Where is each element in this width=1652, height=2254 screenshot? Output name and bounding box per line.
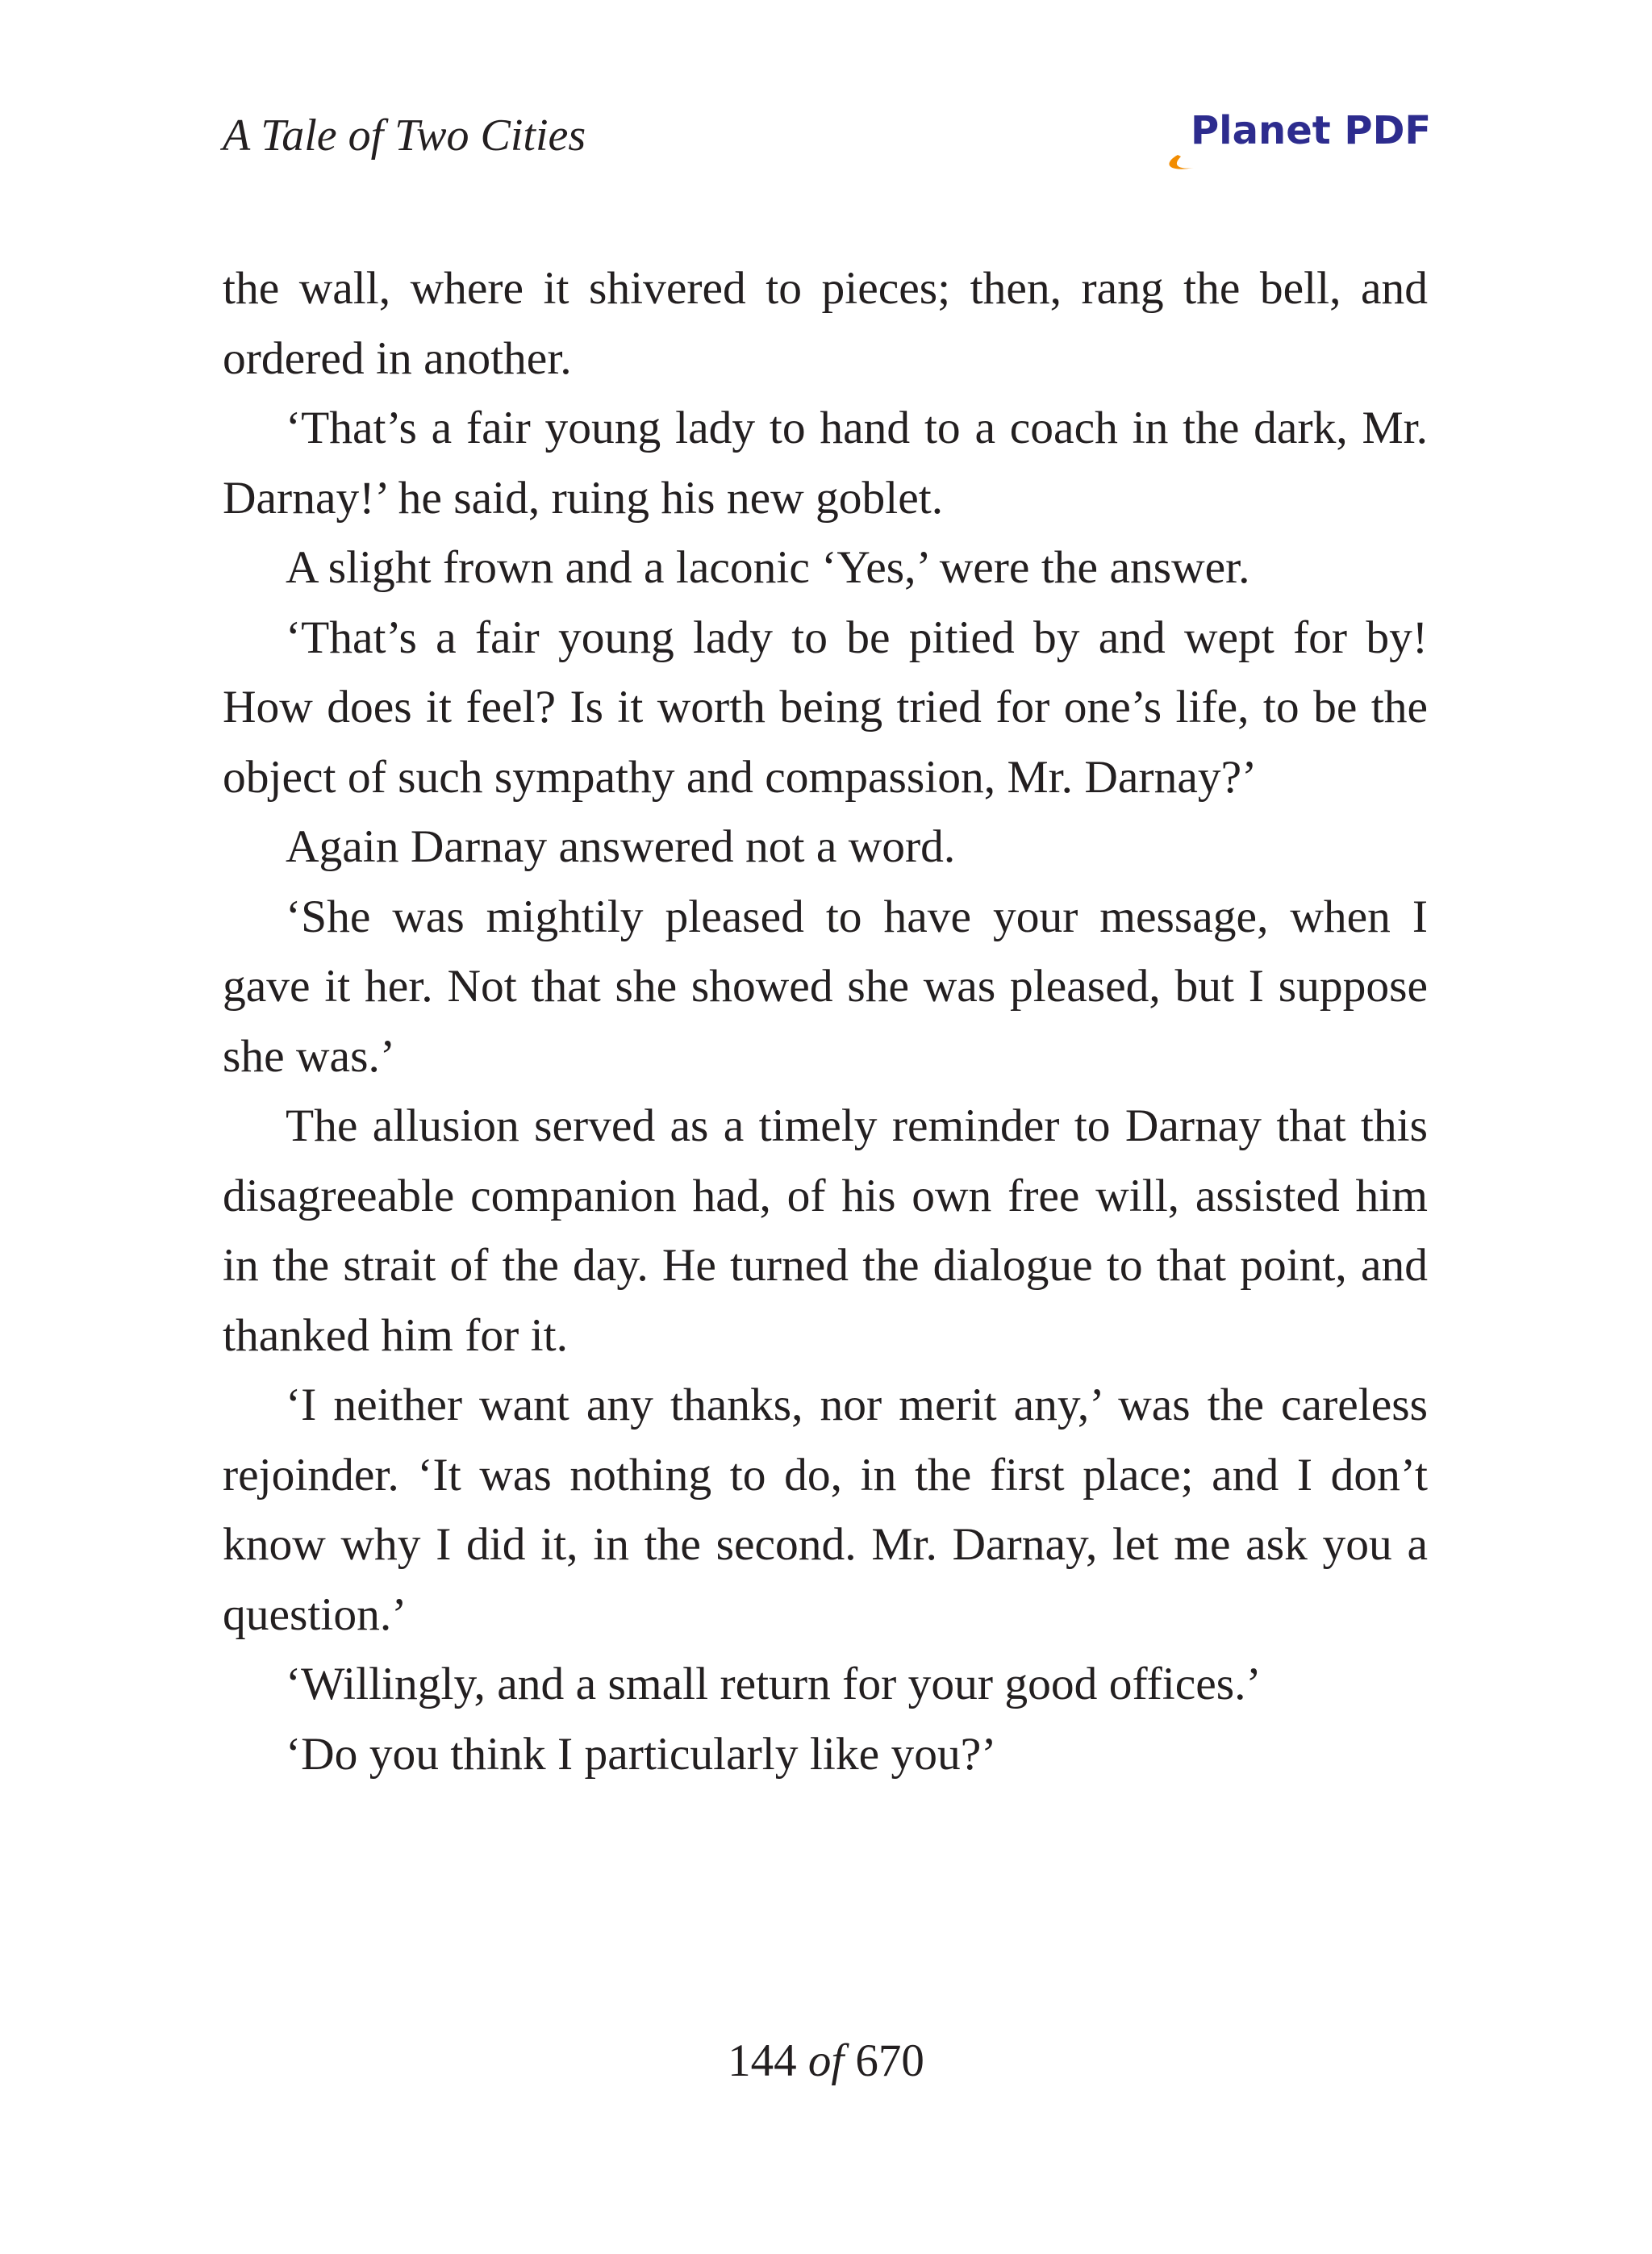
book-title: A Tale of Two Cities	[223, 111, 586, 161]
paragraph: ‘She was mightily pleased to have your message, when I gave it her. Not that she showed she was pleased, but I suppose she was.’	[223, 891, 1428, 1082]
planet-pdf-logo	[1162, 103, 1432, 168]
paragraph: ‘I neither want any thanks, nor merit any,’ was the careless rejoinder. ‘It was nothing to do, in the first place; and I don’t know why I did it, in the second. Mr. Darnay, let me ask you a question.’	[223, 1380, 1428, 1640]
page-current: 144	[728, 2035, 797, 2086]
paragraph: Again Darnay answered not a word.	[286, 821, 956, 872]
paragraph: ‘That’s a fair young lady to hand to a coach in the dark, Mr. Darnay!’ he said, ruing his new goblet.	[223, 403, 1428, 524]
body-text	[223, 254, 1428, 1789]
paragraph: the wall, where it shivered to pieces; then, rang the bell, and ordered in another.	[223, 263, 1428, 384]
paragraph: A slight frown and a laconic ‘Yes,’ were the answer.	[286, 542, 1250, 593]
paragraph: ‘Willingly, and a small return for your good offices.’	[286, 1659, 1262, 1709]
paragraph: ‘That’s a fair young lady to be pitied by and wept for by! How does it feel? Is it worth being tried for one’s life, to be the object of such sympathy and compassion, Mr. Darnay?’	[223, 612, 1428, 803]
page-of-label: of	[807, 2035, 845, 2086]
paragraph: The allusion served as a timely reminder to Darnay that this disagreeable companion had, of his own free will, assisted him in the strait of the day. He turned the dialogue to that point, and thanked him for it.	[223, 1100, 1428, 1361]
logo-text: Planet PDF	[1191, 108, 1432, 153]
page-number	[0, 2029, 1652, 2093]
page-total: 670	[855, 2035, 924, 2086]
paragraph: ‘Do you think I particularly like you?’	[286, 1728, 997, 1780]
